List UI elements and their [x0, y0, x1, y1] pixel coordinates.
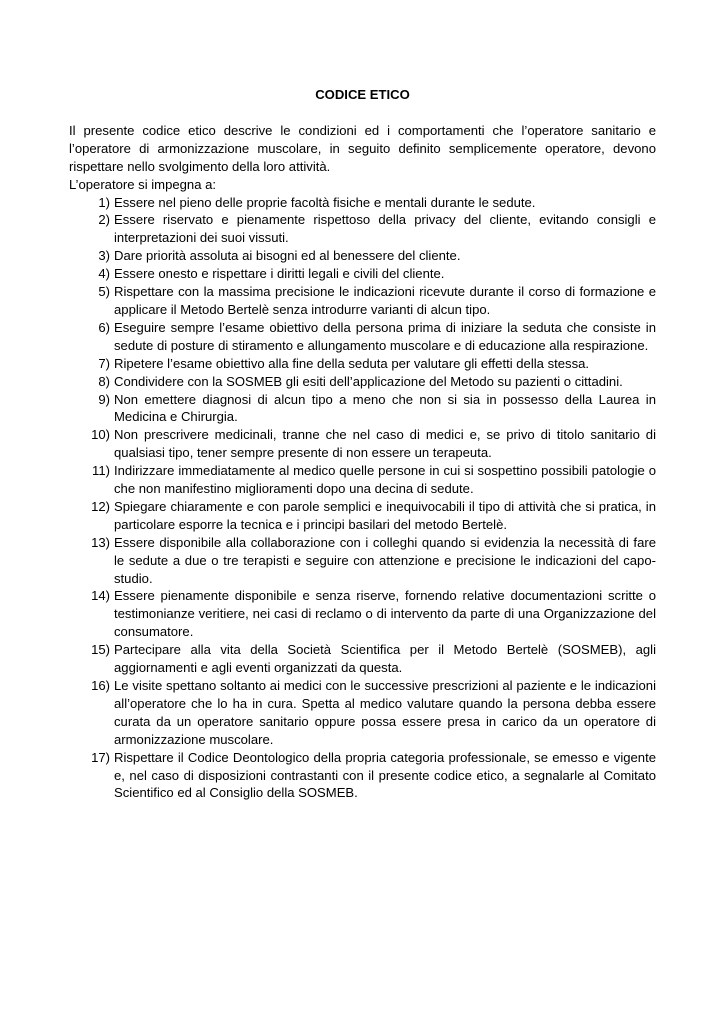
- item-number: 15): [91, 642, 110, 658]
- item-number: 14): [91, 588, 110, 604]
- item-text: Le visite spettano soltanto ai medici con le successive prescrizioni al paziente e le indicazioni all’operatore che lo ha in cura. Spetta al medico valutare quando la persona debba essere curata da un operatore sanitario oppure possa essere presa in carico da un operatore di armonizzazione muscolare.: [114, 678, 656, 747]
- item-number: 10): [91, 427, 110, 443]
- list-item: [69, 373, 656, 391]
- list-item: [69, 319, 656, 355]
- item-number: 6): [98, 319, 110, 335]
- item-text: Condividere con la SOSMEB gli esiti dell’applicazione del Metodo su pazienti o cittadini.: [114, 373, 623, 389]
- rules-list: [69, 194, 656, 803]
- item-number: 17): [91, 749, 110, 765]
- item-text: Spiegare chiaramente e con parole semplici e inequivocabili il tipo di attività che si pratica, in particolare esporre la tecnica e i principi basilari del metodo Bertelè.: [114, 498, 656, 532]
- item-text: Rispettare con la massima precisione le indicazioni ricevute durante il corso di formazione e applicare il Metodo Bertelè senza introdurre varianti di alcun tipo.: [114, 284, 656, 317]
- intro-paragraph: Il presente codice etico descrive le condizioni ed i comportamenti che l’operatore sanitario e l’operatore di armonizzazione muscolare, in seguito definito semplicemente operatore, devono rispettare nello svolgimento della loro attività.: [69, 122, 656, 174]
- item-text: Dare priorità assoluta ai bisogni ed al benessere del cliente.: [114, 248, 461, 264]
- item-number: 1): [98, 194, 110, 210]
- item-text: Essere nel pieno delle proprie facoltà fisiche e mentali durante le sedute.: [114, 194, 536, 210]
- list-item: [69, 462, 656, 498]
- list-item: [69, 749, 656, 803]
- list-item: [69, 391, 656, 427]
- item-text: Indirizzare immediatamente al medico quelle persone in cui si sospettino possibili patologie o che non manifestino miglioramenti dopo una decina di sedute.: [114, 463, 656, 497]
- list-item: [69, 211, 656, 247]
- item-number: 4): [98, 266, 110, 282]
- item-number: 3): [98, 248, 110, 264]
- list-item: [69, 247, 656, 265]
- list-item: [69, 498, 656, 534]
- list-item: [69, 194, 656, 212]
- pledge-line: L’operatore si impegna a:: [69, 176, 217, 192]
- item-text: Essere pienamente disponibile e senza riserve, fornendo relative documentazioni scritte o testimonianze veritiere, nei casi di reclamo o di intervento da parte di una Organizzazione del consumatore.: [114, 588, 656, 640]
- item-number: 7): [98, 355, 110, 371]
- item-text: Essere disponibile alla collaborazione con i colleghi quando si evidenzia la necessità di fare le sedute a due o tre terapisti e seguire con attenzione e precisione le indicazioni del capo-studio.: [114, 534, 656, 586]
- item-text: Essere onesto e rispettare i diritti legali e civili del cliente.: [114, 266, 445, 282]
- list-item: [69, 426, 656, 462]
- list-item: [69, 641, 656, 677]
- list-item: [69, 265, 656, 283]
- item-text: Rispettare il Codice Deontologico della propria categoria professionale, se emesso e vigente e, nel caso di disposizioni contrastanti con il presente codice etico, a segnalarle al Comitato Scientifico ed al Consiglio della SOSMEB.: [114, 749, 656, 801]
- item-number: 2): [98, 212, 110, 228]
- item-text: Essere riservato e pienamente rispettoso della privacy del cliente, evitando consigli e interpretazioni dei suoi vissuti.: [114, 212, 656, 246]
- document-page: [69, 86, 656, 802]
- item-text: Non prescrivere medicinali, tranne che nel caso di medici e, se privo di titolo sanitario di qualsiasi tipo, tener sempre presente di non essere un terapeuta.: [114, 427, 656, 461]
- item-text: Non emettere diagnosi di alcun tipo a meno che non si sia in possesso della Laurea in Medicina e Chirurgia.: [114, 391, 656, 425]
- item-text: Eseguire sempre l’esame obiettivo della persona prima di iniziare la seduta che consiste in sedute di posture di stiramento e allungamento muscolare e di educazione alla respirazione.: [114, 319, 656, 353]
- document-title: CODICE ETICO: [315, 87, 410, 102]
- item-number: 8): [98, 373, 110, 389]
- item-text: Partecipare alla vita della Società Scientifica per il Metodo Bertelè (SOSMEB), agli aggiornamenti e agli eventi organizzati da questa.: [114, 642, 656, 676]
- item-number: 5): [98, 284, 110, 300]
- list-item: [69, 283, 656, 319]
- item-number: 12): [91, 498, 110, 514]
- item-number: 11): [92, 463, 110, 479]
- item-number: 16): [91, 678, 110, 693]
- list-item: [69, 534, 656, 588]
- item-number: 13): [91, 534, 110, 550]
- item-text: Ripetere l’esame obiettivo alla fine della seduta per valutare gli effetti della stessa.: [114, 355, 590, 371]
- item-number: 9): [98, 391, 110, 407]
- list-item: [69, 587, 656, 641]
- list-item: [69, 355, 656, 373]
- list-item: [69, 677, 656, 749]
